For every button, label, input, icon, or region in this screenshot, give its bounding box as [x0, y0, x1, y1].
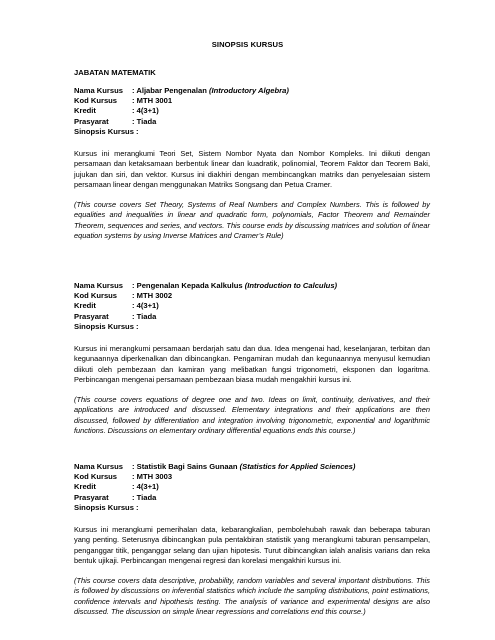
- course-credit-row: [74, 482, 430, 492]
- course-code-label: Kod Kursus: [74, 472, 118, 482]
- course-name-row: [74, 86, 430, 96]
- course-code-value: : MTH 3002: [132, 291, 173, 301]
- department-heading: JABATAN MATEMATIK: [74, 68, 156, 77]
- course-prereq-value: : Tiada: [132, 311, 157, 321]
- course-name-english: (Introductory Algebra): [208, 86, 289, 95]
- course-synopsis-malay: Kursus ini merangkumi pemerihalan data, kebarangkalian, pembolehubah rawak dan beberapa taburan yang penting. Seterusnya dibincangkan pula pentakbiran statistik yang merangkumi taburan pensampelan, penganggar titik, penganggar selang dan ujian hipotesis. Turut dibincangkan ialah analisis varians dan reka bentuk ujikaji. Perbincangan mengenai regresi dan korelasi mengakhiri kursus ini.: [74, 524, 430, 565]
- course-credit-row: [74, 301, 430, 311]
- course-credit-label: Kredit: [74, 482, 96, 492]
- course-code-row: [74, 96, 430, 106]
- course-name-row: [74, 462, 430, 472]
- course-code-value: : MTH 3003: [132, 472, 173, 482]
- course-code-row: [74, 472, 430, 482]
- course-synopsis-english: (This course covers data descriptive, probability, random variables and several important distributions. This is followed by discussions on inferential statistics which include the sampling distributions, point estimations, confidence intervals and hipothesis testing. The analysis of variance and experimental designs are also discussed. The discussion on simple linear regressions and correlations end this course.): [74, 576, 430, 617]
- course-prereq-label: Prasyarat: [74, 311, 109, 321]
- course-prereq-value: : Tiada: [132, 116, 157, 126]
- course-name-label: Nama Kursus: [74, 462, 123, 471]
- course-synopsis-malay: Kursus ini merangkumi persamaan berdarjah satu dan dua. Idea mengenai had, keselanjaran, terbitan dan kegunaannya diperkenalkan dan dibincangkan. Pengamiran mudah dan kegunaannya menyusul kemudian diikuti oleh pembezaan dan kamiran yang melibatkan fungsi trigonometri, eksponen dan logaritma. Perbincangan mengenai persamaan pembezaan biasa mudah mengakhiri kursus ini.: [74, 343, 430, 384]
- course-block-2: [74, 281, 430, 436]
- course-block-3: [74, 462, 430, 617]
- course-synopsis-malay: Kursus ini merangkumi Teori Set, Sistem Nombor Nyata dan Nombor Kompleks. Ini diikuti dengan persamaan dan ketaksamaan berbentuk linear dan kuadratik, polinomial, Teorem Faktor dan Teorem Baki, jujukan dan siri, dan vektor. Kursus ini diakhiri dengan membincangkan matriks dan penyelesaian sistem persamaan linear dengan menggunakan Matriks Songsang dan Petua Cramer.: [74, 148, 430, 189]
- course-code-row: [74, 291, 430, 301]
- course-credit-value: : 4(3+1): [132, 301, 159, 311]
- course-code-label: Kod Kursus: [74, 291, 118, 301]
- course-name-row: [74, 281, 430, 291]
- course-name-english: (Introduction to Calculus): [244, 281, 338, 290]
- course-name-label: Nama Kursus: [74, 281, 123, 290]
- course-name-value: : Aljabar Pengenalan (Introductory Algebra): [132, 86, 289, 95]
- course-prereq-row: [74, 493, 430, 503]
- course-name-english: (Statistics for Applied Sciences): [239, 462, 356, 471]
- course-name-value: : Statistik Bagi Sains Gunaan (Statistics for Applied Sciences): [132, 462, 356, 471]
- course-block-1: [74, 86, 430, 241]
- course-prereq-row: [74, 312, 430, 322]
- course-code-value: : MTH 3001: [132, 96, 173, 106]
- course-prereq-label: Prasyarat: [74, 116, 109, 126]
- course-synopsis-english: (This course covers Set Theory, Systems of Real Numbers and Complex Numbers. This is followed by equalities and inequalities in linear and quadratic form, polynomials, Factor Theorem and Remainder Theorem, sequences and series, and vectors. This course ends by discussing matrices and solution of linear equation systems by using Inverse Matrices and Cramer’s Rule): [74, 200, 430, 241]
- course-synopsis-label: Sinopsis Kursus :: [74, 126, 139, 136]
- course-credit-value: : 4(3+1): [132, 106, 159, 116]
- course-synopsis-label: Sinopsis Kursus :: [74, 502, 139, 512]
- course-credit-value: : 4(3+1): [132, 482, 159, 492]
- document-title: SINOPSIS KURSUS: [211, 40, 284, 49]
- course-credit-label: Kredit: [74, 301, 96, 311]
- course-prereq-label: Prasyarat: [74, 492, 109, 502]
- course-prereq-value: : Tiada: [132, 492, 157, 502]
- course-credit-row: [74, 106, 430, 116]
- course-name-value: : Pengenalan Kepada Kalkulus (Introduction to Calculus): [132, 281, 338, 290]
- course-code-label: Kod Kursus: [74, 96, 118, 106]
- course-prereq-row: [74, 117, 430, 127]
- course-name-label: Nama Kursus: [74, 86, 123, 95]
- course-synopsis-english: (This course covers equations of degree one and two. Ideas on limit, continuity, derivatives, and their applications are introduced and discussed. Elementary integrations and their applications are then discussed, followed by differentiation and integration involving trigonometric, exponential and logarithmic functions. Discussions on elementary ordinary differential equations ends this course.): [74, 395, 430, 436]
- course-synopsis-label: Sinopsis Kursus :: [74, 321, 139, 331]
- course-credit-label: Kredit: [74, 106, 96, 116]
